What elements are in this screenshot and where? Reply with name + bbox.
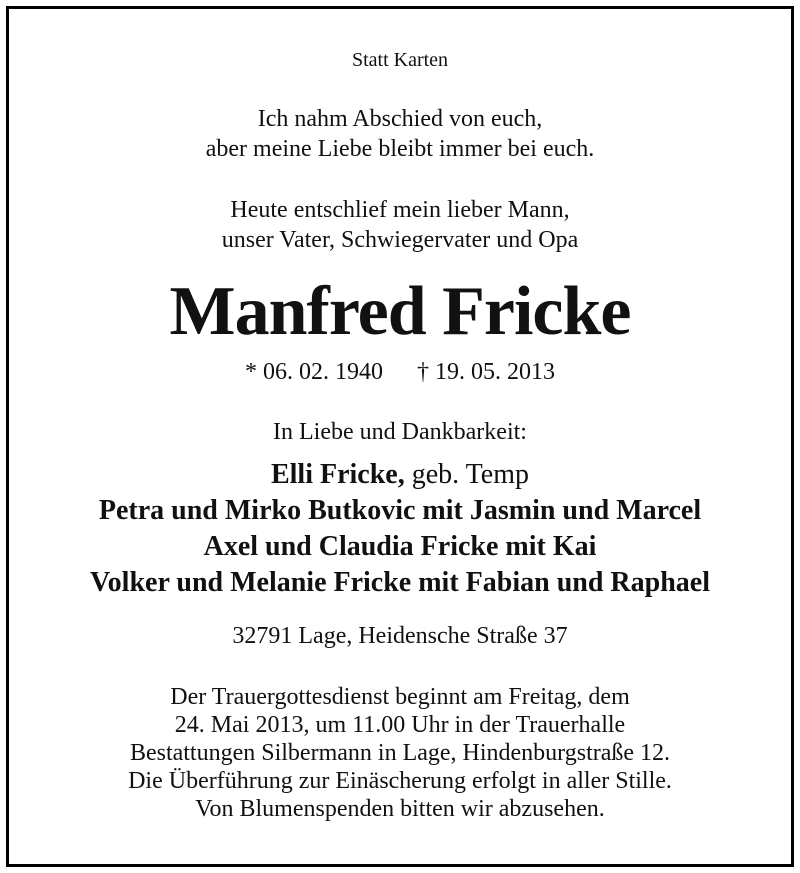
- spouse-line: [9, 459, 791, 491]
- deceased-name: Manfred Fricke: [169, 273, 631, 350]
- intro-line-1: Heute entschlief mein lieber Mann,: [230, 197, 570, 223]
- service-line-5: Von Blumenspenden bitten wir abzusehen.: [195, 796, 605, 822]
- verse-line-2: aber meine Liebe bleibt immer bei euch.: [205, 136, 595, 162]
- spouse-maiden-name: geb. Temp: [411, 459, 530, 490]
- birth-date: * 06. 02. 1940: [245, 359, 383, 385]
- intro-line-2: unser Vater, Schwiegervater und Opa: [221, 227, 579, 253]
- service-line-1: Der Trauergottesdienst beginnt am Freitag, dem: [170, 684, 630, 710]
- service-line-4: Die Überführung zur Einäscherung erfolgt in aller Stille.: [128, 768, 672, 794]
- spouse-name: Elli Fricke,: [270, 459, 405, 490]
- death-date: † 19. 05. 2013: [417, 359, 555, 385]
- family-line-3: Volker und Melanie Fricke mit Fabian und Raphael: [90, 567, 710, 598]
- family-line-2: Axel und Claudia Fricke mit Kai: [203, 531, 597, 562]
- notice-content: [9, 9, 791, 864]
- life-dates: [9, 359, 791, 386]
- verse-line-1: Ich nahm Abschied von euch,: [257, 106, 543, 132]
- notice-header: Statt Karten: [351, 49, 449, 71]
- family-line-1: Petra und Mirko Butkovic mit Jasmin und Marcel: [98, 495, 702, 526]
- address-line: 32791 Lage, Heidensche Straße 37: [232, 623, 568, 649]
- gratitude-line: In Liebe und Dankbarkeit:: [273, 419, 527, 445]
- notice-frame: [6, 6, 794, 867]
- service-line-2: 24. Mai 2013, um 11.00 Uhr in der Trauerhalle: [174, 712, 626, 738]
- service-line-3: Bestattungen Silbermann in Lage, Hindenburgstraße 12.: [129, 740, 671, 766]
